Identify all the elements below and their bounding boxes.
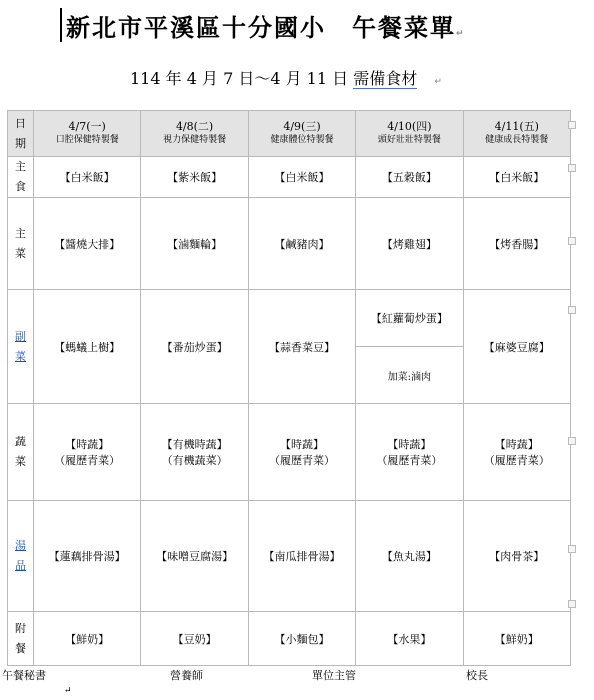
signature-nutritionist: 營養師 bbox=[170, 669, 203, 682]
signature-supervisor: 單位主管 bbox=[312, 669, 356, 682]
soup-wed: 【南瓜排骨湯】 bbox=[248, 501, 355, 612]
row-end-marker bbox=[568, 237, 576, 245]
title-bar-line bbox=[60, 8, 62, 42]
main-tue: 【滷麵輪】 bbox=[141, 198, 248, 290]
veg-thu: 【時蔬】 （履歷青菜） bbox=[356, 404, 463, 501]
date-label-cell: 日 期 bbox=[8, 111, 34, 157]
row-end-marker bbox=[568, 164, 576, 172]
staple-thu: 【五穀飯】 bbox=[356, 157, 463, 198]
vegetable-row bbox=[8, 404, 571, 501]
required-ingredients-label: 需備食材 bbox=[353, 69, 418, 88]
signature-secretary: 午餐秘書 bbox=[2, 669, 46, 682]
row-end-marker bbox=[568, 306, 576, 314]
row-label-extra: 附 餐 bbox=[8, 612, 34, 666]
side-dish-row-top bbox=[8, 290, 571, 347]
page-title: 新北市平溪區十分國小 午餐菜單↵ bbox=[66, 13, 466, 42]
main-fri: 【烤香腸】 bbox=[463, 198, 570, 290]
side-mon: 【螞蟻上樹】 bbox=[34, 290, 141, 404]
extra-tue: 【豆奶】 bbox=[141, 612, 248, 666]
menu-table bbox=[7, 110, 571, 666]
row-label-staple: 主 食 bbox=[8, 157, 34, 198]
veg-mon: 【時蔬】 （履歷青菜） bbox=[34, 404, 141, 501]
subtitle: 114 年 4 月 7 日～4 月 11 日 需備食材 ↵ bbox=[130, 69, 442, 88]
extra-thu: 【水果】 bbox=[356, 612, 463, 666]
side-thu: 【紅蘿蔔炒蛋】 bbox=[356, 290, 463, 347]
extra-row bbox=[8, 612, 571, 666]
soup-thu: 【魚丸湯】 bbox=[356, 501, 463, 612]
row-label-main: 主 菜 bbox=[8, 198, 34, 290]
veg-tue: 【有機時蔬】 （有機蔬菜） bbox=[141, 404, 248, 501]
row-label-veg: 蔬 菜 bbox=[8, 404, 34, 501]
side-thu-extra: 加菜:滷肉 bbox=[356, 347, 463, 404]
main-mon: 【醬燒大排】 bbox=[34, 198, 141, 290]
soup-tue: 【味噌豆腐湯】 bbox=[141, 501, 248, 612]
extra-fri: 【鮮奶】 bbox=[463, 612, 570, 666]
veg-wed: 【時蔬】 （履歷青菜） bbox=[248, 404, 355, 501]
soup-mon: 【蓮藕排骨湯】 bbox=[34, 501, 141, 612]
side-fri: 【麻婆豆腐】 bbox=[463, 290, 570, 404]
staple-fri: 【白米飯】 bbox=[463, 157, 570, 198]
side-tue: 【番茄炒蛋】 bbox=[141, 290, 248, 404]
day-header-mon: 4/7(一) 口腔保健特製餐 bbox=[34, 111, 141, 157]
soup-fri: 【肉骨茶】 bbox=[463, 501, 570, 612]
extra-mon: 【鮮奶】 bbox=[34, 612, 141, 666]
day-header-wed: 4/9(三) 健康體位特製餐 bbox=[248, 111, 355, 157]
side-wed: 【蒜香菜豆】 bbox=[248, 290, 355, 404]
main-dish-row bbox=[8, 198, 571, 290]
soup-row bbox=[8, 501, 571, 612]
signature-principal: 校長 bbox=[466, 669, 488, 682]
staple-tue: 【紫米飯】 bbox=[141, 157, 248, 198]
paragraph-mark: ↵ bbox=[64, 686, 72, 696]
main-thu: 【烤雞翅】 bbox=[356, 198, 463, 290]
main-wed: 【鹹豬肉】 bbox=[248, 198, 355, 290]
staple-mon: 【白米飯】 bbox=[34, 157, 141, 198]
day-header-tue: 4/8(二) 視力保健特製餐 bbox=[141, 111, 248, 157]
day-header-fri: 4/11(五) 健康成長特製餐 bbox=[463, 111, 570, 157]
extra-wed: 【小麵包】 bbox=[248, 612, 355, 666]
header-row bbox=[8, 111, 571, 157]
staple-wed: 【白米飯】 bbox=[248, 157, 355, 198]
day-header-thu: 4/10(四) 頭好壯壯特製餐 bbox=[356, 111, 463, 157]
row-label-side: 副 菜 bbox=[8, 290, 34, 404]
row-label-soup: 湯 品 bbox=[8, 501, 34, 612]
row-end-marker bbox=[568, 600, 576, 608]
staple-row bbox=[8, 157, 571, 198]
row-end-marker bbox=[568, 437, 576, 445]
row-end-marker bbox=[568, 545, 576, 553]
row-end-marker bbox=[568, 121, 576, 129]
date-range: 114 年 4 月 7 日～4 月 11 日 bbox=[130, 69, 354, 88]
veg-fri: 【時蔬】 （履歷青菜） bbox=[463, 404, 570, 501]
